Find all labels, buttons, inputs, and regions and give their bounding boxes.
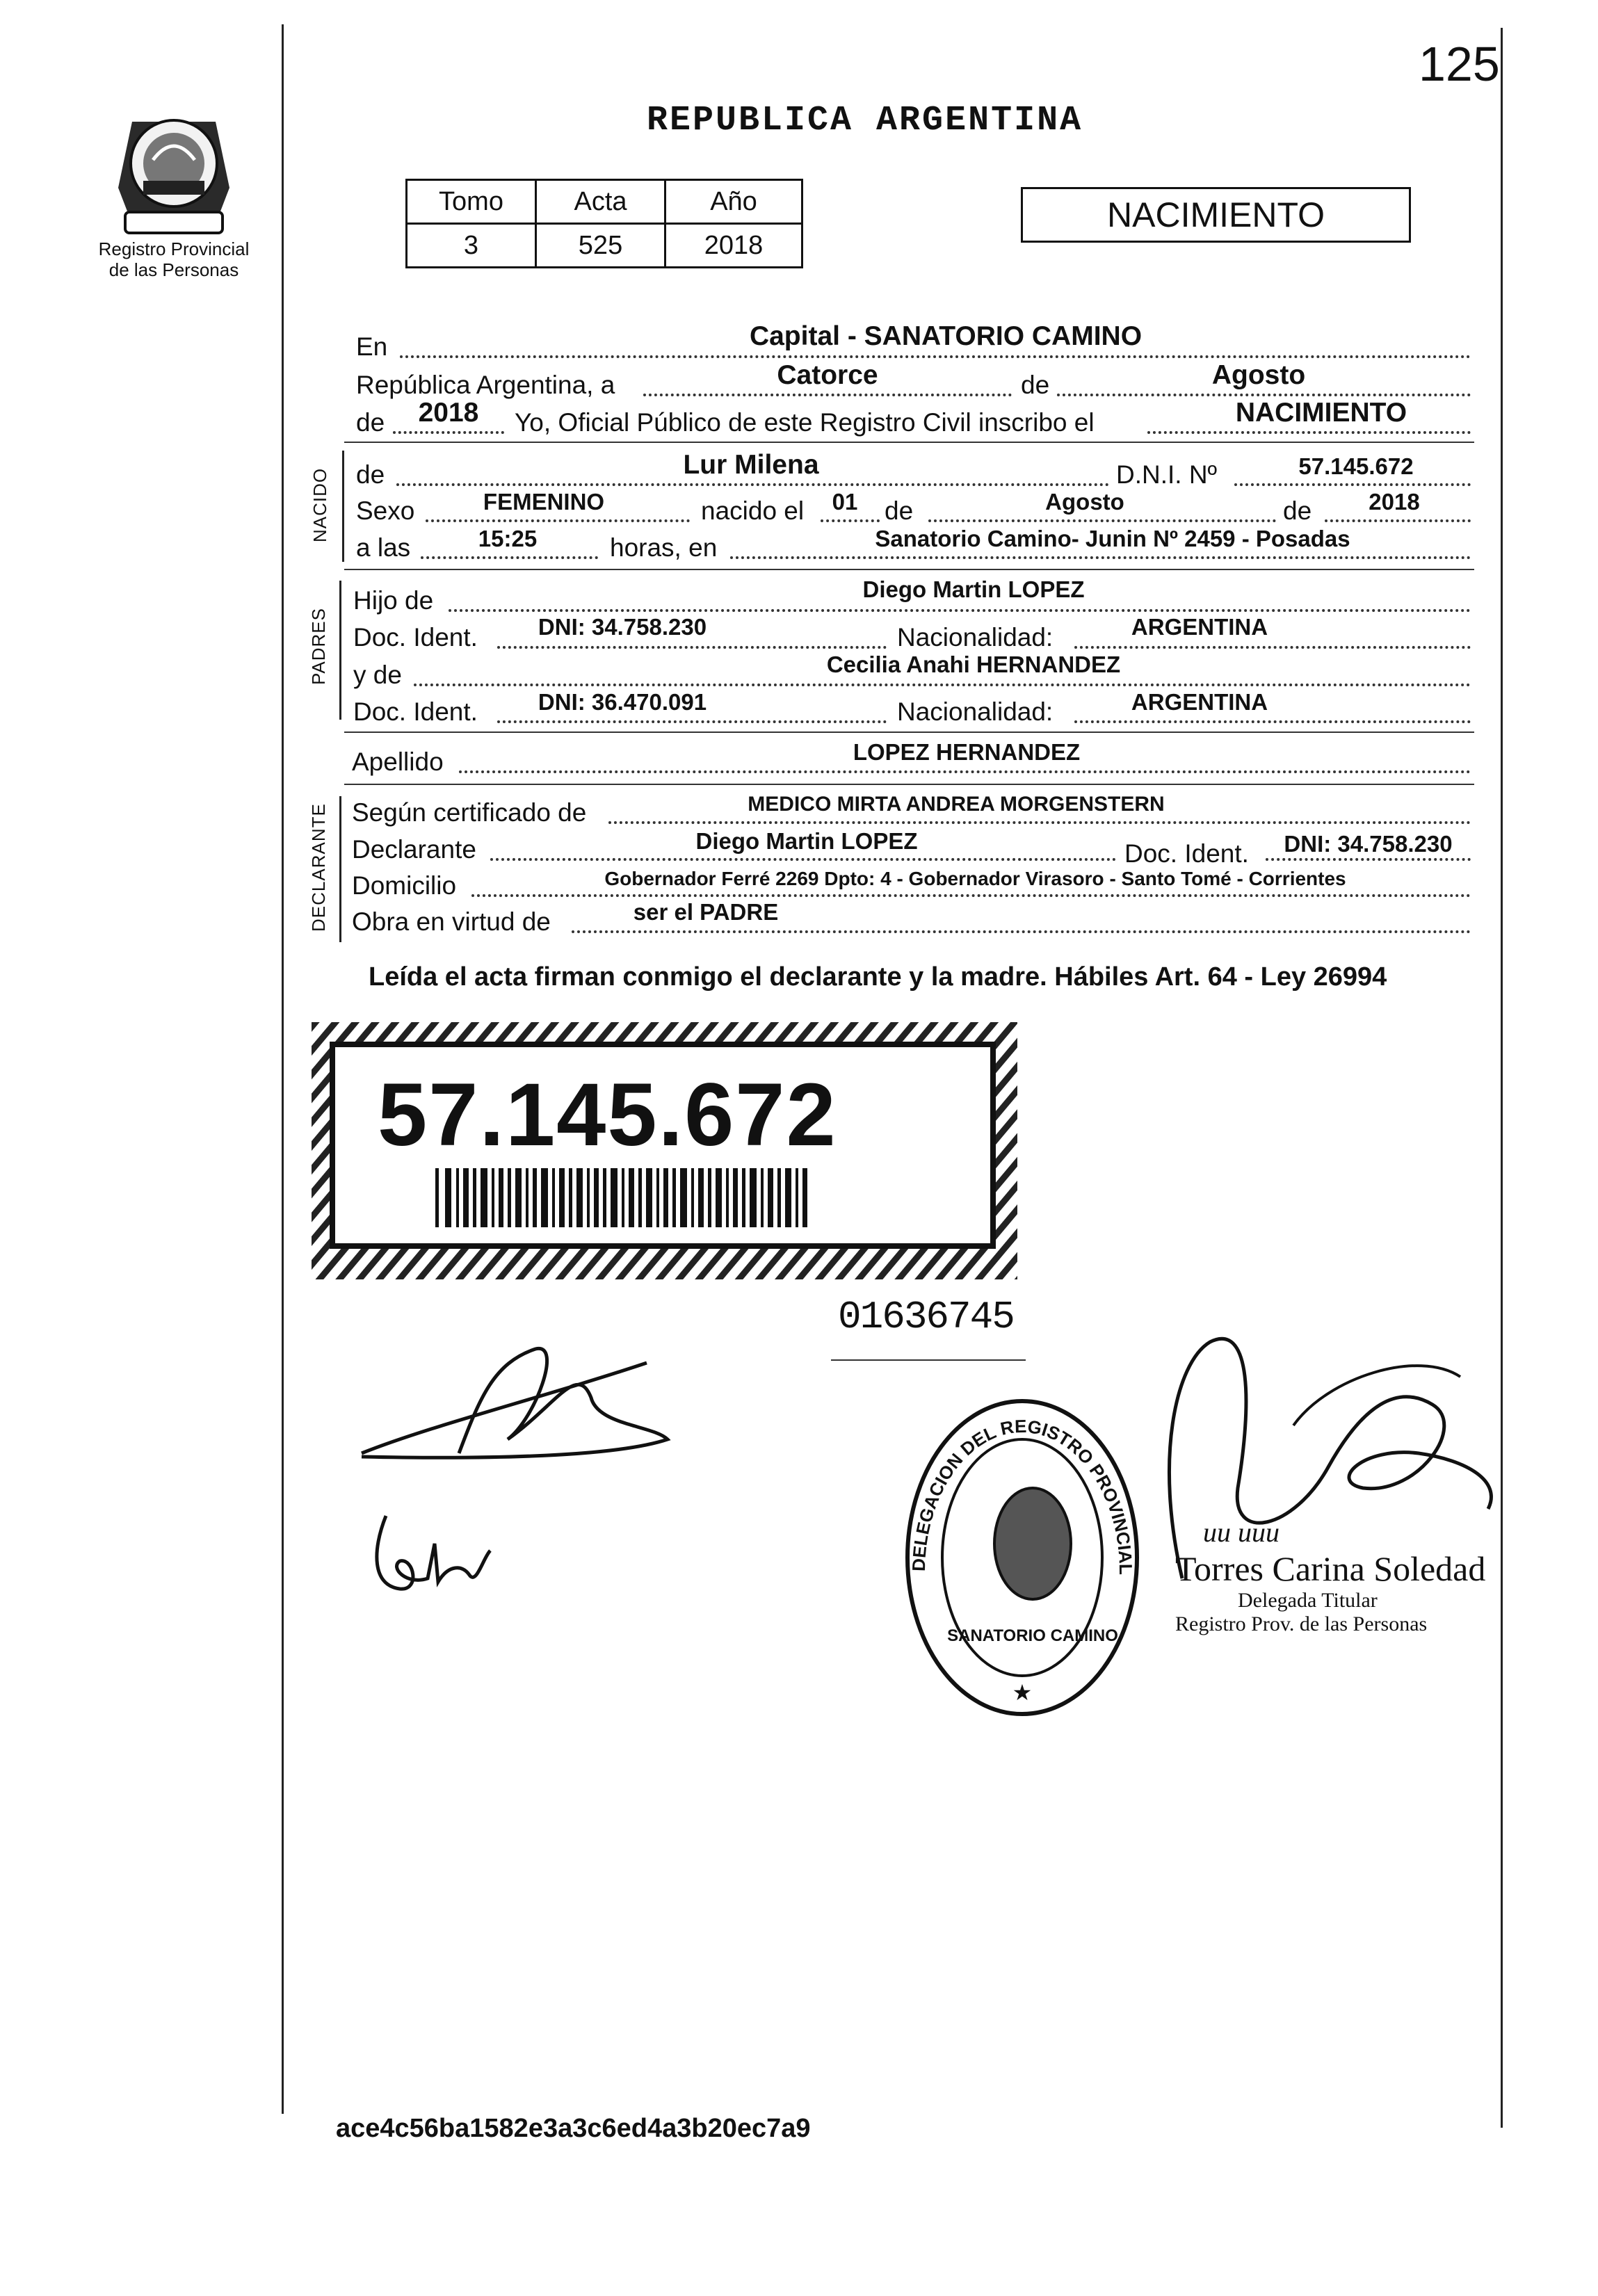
father-name: Diego Martin LOPEZ xyxy=(862,576,1085,602)
act-reference-table xyxy=(405,179,803,268)
sex-dotted-line xyxy=(426,519,690,522)
born-section-label: NACIDO xyxy=(309,467,330,542)
father-name-dotted-line xyxy=(449,609,1471,612)
declarant-section-label: DECLARANTE xyxy=(308,803,329,932)
place-dotted-line xyxy=(400,355,1471,358)
registry-line-2: de las Personas xyxy=(108,259,239,280)
country-title: REPUBLICA ARGENTINA xyxy=(647,101,1083,140)
father-doc-label: Doc. Ident. xyxy=(353,623,478,652)
mother-doc-dotted-line xyxy=(497,720,887,723)
declarant-address: Gobernador Ferré 2269 Dpto: 4 - Gobernador Virasoro - Santo Tomé - Corrientes xyxy=(604,868,1346,889)
tomo-header: Tomo xyxy=(407,180,536,224)
birth-time: 15:25 xyxy=(478,526,538,551)
signing-notice: Leída el acta firman conmigo el declarante y la madre. Hábiles Art. 64 - Ley 26994 xyxy=(369,962,1387,992)
mother-doc: DNI: 36.470.091 xyxy=(538,689,707,715)
birth-year-dotted-line xyxy=(1325,519,1471,522)
year-dotted-line xyxy=(393,431,504,434)
father-doc-dotted-line xyxy=(497,646,887,649)
surname-label: Apellido xyxy=(352,747,444,776)
surname-value: LOPEZ HERNANDEZ xyxy=(853,739,1081,765)
mother-signature xyxy=(358,1502,497,1606)
registration-month: Agosto xyxy=(1211,360,1306,390)
mother-name: Cecilia Anahi HERNANDEZ xyxy=(826,652,1121,677)
child-dni: 57.145.672 xyxy=(1298,453,1414,479)
page-number: 125 xyxy=(1419,37,1500,91)
declarant-name: Diego Martin LOPEZ xyxy=(695,828,918,854)
en-label: En xyxy=(356,332,388,361)
parents-separator xyxy=(344,731,1474,733)
officer-statement: Yo, Oficial Público de este Registro Civil inscribo el xyxy=(515,408,1095,437)
declarant-label: Declarante xyxy=(352,835,476,864)
declarant-doc-dotted-line xyxy=(1266,858,1471,861)
birth-place-dotted-line xyxy=(730,556,1471,559)
dni-label: D.N.I. Nº xyxy=(1116,460,1218,489)
serial-underline xyxy=(831,1359,1026,1361)
svg-text:★: ★ xyxy=(1012,1680,1033,1705)
father-nationality-dotted-line xyxy=(1074,646,1471,649)
child-name-dotted-line xyxy=(396,483,1109,486)
born-section-bracket xyxy=(342,451,344,562)
act-table-header-row xyxy=(407,180,802,224)
capacity-label: Obra en virtud de xyxy=(352,907,551,936)
child-of-label: Hijo de xyxy=(353,586,434,615)
intro-separator xyxy=(344,442,1474,443)
month-dotted-line xyxy=(1057,394,1471,396)
stamp-serial-number: 01636745 xyxy=(838,1295,1014,1339)
event-dotted-line xyxy=(1147,431,1471,434)
child-name: Lur Milena xyxy=(683,450,819,480)
ano-header: Año xyxy=(665,180,802,224)
mother-nationality-dotted-line xyxy=(1074,720,1471,723)
address-label: Domicilio xyxy=(352,871,457,900)
seal-inner-text: SANATORIO CAMINO xyxy=(947,1626,1118,1645)
right-margin-line xyxy=(1501,28,1503,2128)
birth-year: 2018 xyxy=(1369,489,1420,515)
declarant-capacity: ser el PADRE xyxy=(633,899,779,925)
certificate-dotted-line xyxy=(608,821,1471,824)
father-nationality: ARGENTINA xyxy=(1131,614,1268,640)
birth-month: Agosto xyxy=(1045,489,1124,515)
birth-month-dotted-line xyxy=(928,519,1276,522)
medical-certificate: MEDICO MIRTA ANDREA MORGENSTERN xyxy=(748,793,1165,816)
registration-place: Capital - SANATORIO CAMINO xyxy=(749,321,1143,351)
province-coat-of-arms-logo xyxy=(104,83,243,243)
day-in-words: Catorce xyxy=(777,360,878,390)
capacity-dotted-line xyxy=(572,930,1471,933)
birth-day: 01 xyxy=(832,489,858,515)
dni-dotted-line xyxy=(1234,483,1471,486)
left-margin-line xyxy=(282,24,284,2114)
parents-section-bracket xyxy=(339,581,341,720)
registry-caption xyxy=(70,239,278,280)
official-role: Delegada Titular xyxy=(1238,1589,1378,1612)
parents-section-label: PADRES xyxy=(308,608,329,685)
dni-stamp xyxy=(312,1022,1017,1279)
mother-name-dotted-line xyxy=(414,684,1471,686)
hours-label: horas, en xyxy=(610,533,718,562)
tomo-value: 3 xyxy=(407,224,536,268)
mother-doc-label: Doc. Ident. xyxy=(353,697,478,726)
surname-dotted-line xyxy=(459,770,1471,773)
at-label: a las xyxy=(356,533,411,562)
surname-separator xyxy=(344,784,1474,785)
declarant-section-bracket xyxy=(339,796,341,942)
declarant-signature xyxy=(348,1321,695,1488)
born-on-label: nacido el xyxy=(701,496,805,525)
stamp-number: 57.145.672 xyxy=(378,1065,837,1165)
mother-nationality: ARGENTINA xyxy=(1131,689,1268,715)
official-name: Torres Carina Soledad xyxy=(1175,1549,1486,1588)
certificate-label: Según certificado de xyxy=(352,798,587,827)
and-label: y de xyxy=(353,661,402,689)
republic-label: República Argentina, a xyxy=(356,371,615,399)
de-label-2: de xyxy=(356,408,385,437)
time-dotted-line xyxy=(421,556,598,559)
sex-label: Sexo xyxy=(356,496,415,525)
birth-day-dotted-line xyxy=(821,519,880,522)
declarant-doc-label: Doc. Ident. xyxy=(1124,839,1249,868)
document-hash: ace4c56ba1582e3a3c6ed4a3b20ec7a9 xyxy=(336,2114,811,2143)
de-label-1: de xyxy=(1021,371,1050,399)
acta-value: 525 xyxy=(536,224,665,268)
child-sex: FEMENINO xyxy=(483,489,605,515)
ano-value: 2018 xyxy=(665,224,802,268)
official-block xyxy=(1175,1516,1485,1636)
father-nationality-label: Nacionalidad: xyxy=(897,623,1054,652)
official-initials: uu uuu xyxy=(1203,1517,1280,1548)
registration-year: 2018 xyxy=(418,398,479,428)
declarant-doc: DNI: 34.758.230 xyxy=(1284,831,1453,857)
born-de-label: de xyxy=(356,460,385,489)
born-separator xyxy=(344,569,1474,570)
registry-delegation-seal xyxy=(897,1391,1147,1724)
father-doc: DNI: 34.758.230 xyxy=(538,614,707,640)
day-dotted-line xyxy=(643,394,1012,396)
seal-outer-text: DELEGACION DEL REGISTRO PROVINCIAL xyxy=(907,1415,1137,1575)
declarant-name-dotted-line xyxy=(490,858,1116,861)
acta-header: Acta xyxy=(536,180,665,224)
official-office: Registro Prov. de las Personas xyxy=(1175,1612,1428,1635)
document-type-box: NACIMIENTO xyxy=(1021,187,1411,243)
mother-nationality-label: Nacionalidad: xyxy=(897,697,1054,726)
birth-place: Sanatorio Camino- Junin Nº 2459 - Posadas xyxy=(875,526,1350,551)
registered-event: NACIMIENTO xyxy=(1235,398,1407,428)
address-dotted-line xyxy=(471,894,1471,897)
born-de-label-3: de xyxy=(1283,496,1312,525)
act-table-value-row xyxy=(407,224,802,268)
born-de-label-2: de xyxy=(885,496,914,525)
registry-line-1: Registro Provincial xyxy=(98,239,250,259)
